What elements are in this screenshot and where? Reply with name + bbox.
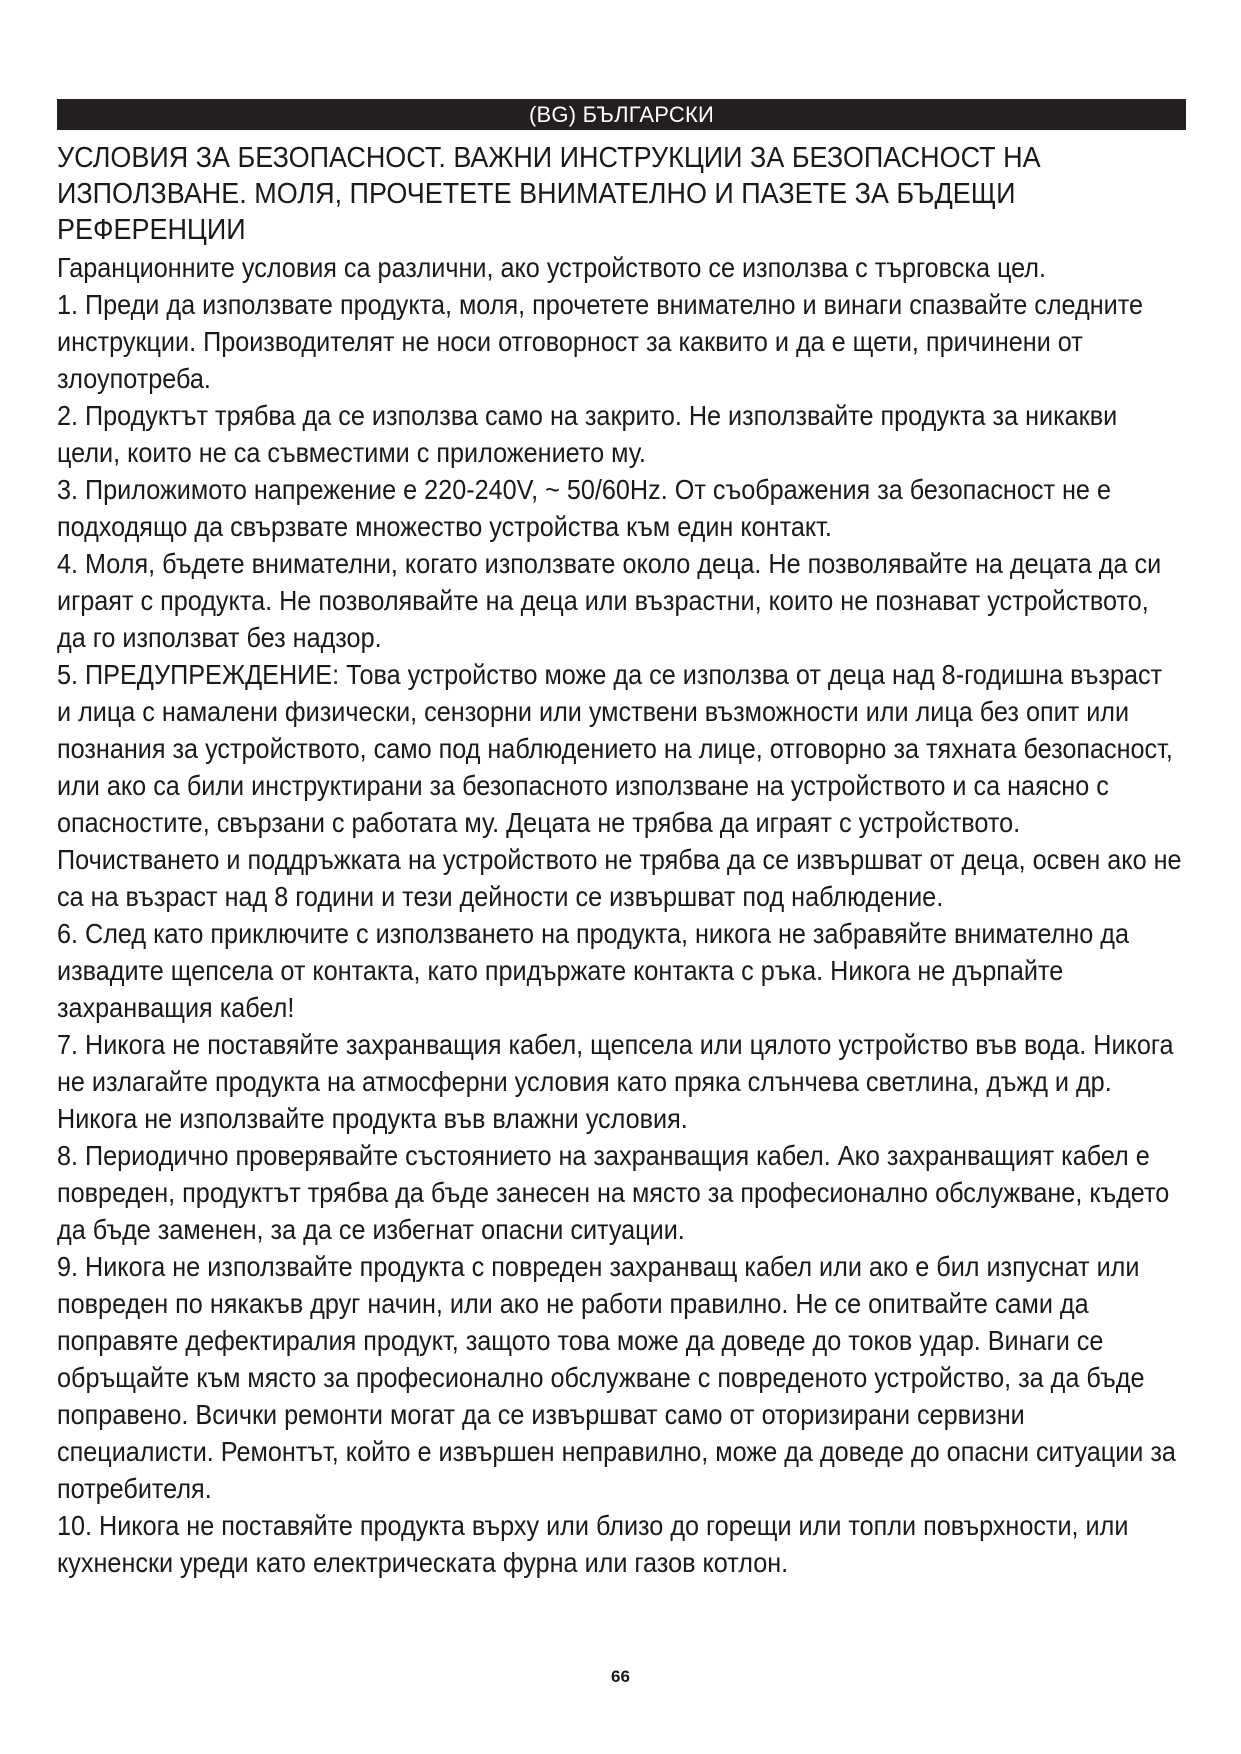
page-number: 66 bbox=[611, 1667, 630, 1686]
language-header: (BG) БЪЛГАРСКИ bbox=[57, 99, 1186, 130]
instruction-item-3: 3. Приложимото напрежение е 220-240V, ~ 50/60Hz. От съображения за безопасност не е подходящо да свързвате множество устройства към един контакт. bbox=[57, 474, 1111, 542]
instruction-item-10: 10. Никога не поставяйте продукта върху или близо до горещи или топли повърхности, или кухненски уреди като електрическата фурна или газов котлон. bbox=[57, 1510, 1129, 1578]
instruction-item-2: 2. Продуктът трябва да се използва само на закрито. Не използвайте продукта за никакви цели, които не са съвместими с приложението му. bbox=[57, 400, 1118, 468]
safety-content bbox=[57, 140, 1186, 1581]
instruction-item-6: 6. След като приключите с използването на продукта, никога не забравяйте внимателно да извадите щепсела от контакта, като придържате контакта с ръка. Никога не дърпайте захранващия кабел! bbox=[57, 918, 1130, 1023]
warranty-note: Гаранционните условия са различни, ако устройството се използва с търговска цел. bbox=[57, 252, 1047, 283]
instruction-item-4: 4. Моля, бъдете внимателни, когато използвате около деца. Не позволявайте на децата да си играят с продукта. Не позволявайте на деца или възрастни, които не познават устройството, да го използват без надзор. bbox=[57, 548, 1162, 653]
page-body bbox=[57, 99, 1186, 1581]
instruction-item-8: 8. Периодично проверявайте състоянието на захранващия кабел. Ако захранващият кабел е повреден, продуктът трябва да бъде занесен на място за професионално обслужване, където да бъде заменен, за да се избегнат опасни ситуации. bbox=[57, 1140, 1170, 1245]
instruction-item-1: 1. Преди да използвате продукта, моля, прочетете внимателно и винаги спазвайте следните инструкции. Производителят не носи отговорност за каквито и да е щети, причинени от злоупотреба. bbox=[57, 289, 1143, 394]
instruction-item-5: 5. ПРЕДУПРЕЖДЕНИЕ: Това устройство може да се използва от деца над 8-годишна възраст и лица с намалени физически, сензорни или умствени възможности или лица без опит или познания за устройството, само под наблюдението на лице, отговорно за тяхната безопасност, или ако са били инструктирани за безопасното използване на устройството и са наясно с опасностите, свързани с работата му. Децата не трябва да играят с устройството. Почистването и поддръжката на устройството не трябва да се извършват от деца, освен ако не са на възраст над 8 години и тези дейности се извършват под наблюдение. bbox=[57, 659, 1182, 912]
safety-title: УСЛОВИЯ ЗА БЕЗОПАСНОСТ. ВАЖНИ ИНСТРУКЦИИ ЗА БЕЗОПАСНОСТ НА ИЗПОЛЗВАНЕ. МОЛЯ, ПРОЧЕТЕТЕ ВНИМАТЕЛНО И ПАЗЕТЕ ЗА БЪДЕЩИ РЕФЕРЕНЦИИ bbox=[57, 142, 1041, 246]
instruction-item-9: 9. Никога не използвайте продукта с повреден захранващ кабел или ако е бил изпуснат или повреден по някакъв друг начин, или ако не работи правилно. Не се опитвайте сами да поправяте дефектиралия продукт, защото това може да доведе до токов удар. Винаги се обръщайте към място за професионално обслужване с повреденото устройство, за да бъде поправено. Всички ремонти могат да се извършват само от оторизирани сервизни специалисти. Ремонтът, който е извършен неправилно, може да доведе до опасни ситуации за потребителя. bbox=[57, 1251, 1176, 1504]
instruction-item-7: 7. Никога не поставяйте захранващия кабел, щепсела или цялото устройство във вода. Никога не излагайте продукта на атмосферни условия като пряка слънчева светлина, дъжд и др. Никога не използвайте продукта във влажни условия. bbox=[57, 1029, 1174, 1134]
